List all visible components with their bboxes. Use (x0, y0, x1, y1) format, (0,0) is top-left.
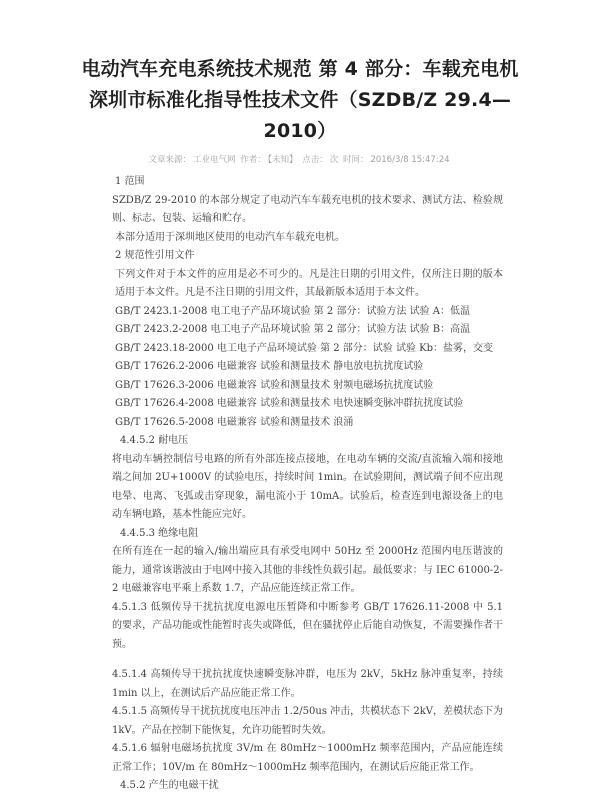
meta-time-label: 时间： (342, 155, 369, 165)
article-paragraph: 4.4.5.2 耐电压 (120, 435, 189, 446)
meta-author-value: 【未知】 (267, 155, 298, 165)
meta-author-label: 作者： (240, 155, 266, 165)
article-paragraph: GB/T 17626.5-2008 电磁兼容 试验和测量技术 浪涌 (115, 416, 354, 428)
paragraph-spacer (103, 654, 503, 666)
article-paragraph: 2 规范性引用文件 (115, 250, 195, 261)
article-paragraph: GB/T 2423.18-2000 电工电子产品环境试验 第 2 部分：试验 试验 Kb：盐雾，交变 (115, 342, 494, 354)
meta-time-value: 2016/3/8 15:47:24 (370, 155, 450, 165)
article-paragraph: GB/T 17626.2-2006 电磁兼容 试验和测量技术 静电放电抗扰度试验 (115, 361, 424, 372)
article-paragraph: 4.5.1.3 低频传导干扰抗扰度电源电压暂降和中断参考 GB/T 17626.11-2008 中 5.1 的要求，产品功能或性能暂时丧失或降低，但在骚扰停止后能自动恢复，不需要操作者干预。 (112, 601, 503, 650)
article-paragraph: GB/T 2423.1-2008 电工电子产品环境试验 第 2 部分：试验方法 试验 A：低温 (115, 305, 471, 317)
article-paragraph: SZDB/Z 29-2010 的本部分规定了电动汽车车载充电机的技术要求、测试方法、检验规则、标志、包装、运输和贮存。 (112, 194, 503, 224)
article-paragraph: 4.5.2 产生的电磁干扰 (120, 780, 219, 791)
article-paragraph: GB/T 17626.3-2006 电磁兼容 试验和测量技术 射频电磁场抗扰度试验 (115, 379, 434, 391)
article-paragraph: GB/T 2423.2-2008 电工电子产品环境试验 第 2 部分：试验方法 试验 B：高温 (115, 324, 471, 335)
article-paragraph: 将电动车辆控制信号电路的所有外部连接点接地，在电动车辆的交流/直流输入端和接地端之间加 2U+1000V 的试验电压，持续时间 1min。在试验期间，测试端子间不应出现电晕、电离、飞弧或击穿现象，漏电流小于 10mA。试验后，检查连到电源设备上的电动车辆电路，基本性能应完好。 (112, 453, 503, 520)
article-paragraph: 4.5.1.4 高频传导干扰抗扰度快速瞬变脉冲群，电压为 2kV，5kHz 脉冲重复率，持续 1min 以上，在测试后产品应能正常工作。 (112, 669, 503, 699)
meta-hits-value: 次 (329, 155, 339, 165)
article-paragraph: 下列文件对于本文件的应用是必不可少的。凡是注日期的引用文件，仅所注日期的版本适用于本文件。凡是不注日期的引用文件，其最新版本适用于本文件。 (115, 268, 503, 298)
article-body (103, 173, 503, 796)
meta-source-label: 文章来源： (148, 155, 191, 165)
article-paragraph: 本部分适用于深圳地区使用的电动汽车车载充电机。 (115, 231, 345, 243)
article-title: 电动汽车充电系统技术规范 第 4 部分：车载充电机 深圳市标准化指导性技术文件（SZDB/Z 29.4—2010） (81, 58, 519, 142)
article-paragraph: GB/T 17626.4-2008 电磁兼容 试验和测量技术 电快速瞬变脉冲群抗扰度试验 (115, 398, 464, 409)
meta-source-value: 工业电气网 (193, 155, 236, 165)
article-paragraph: 1 范围 (115, 176, 145, 187)
article-paragraph: 4.5.1.6 辐射电磁场抗扰度 3V/m 在 80mHz～1000mHz 频率范围内，产品应能连续正常工作；10V/m 在 80mHz～1000mHz 频率范围内，在测试后应能正常工作。 (112, 743, 503, 773)
meta-hits-label: 点击： (302, 155, 328, 165)
article-meta (40, 153, 560, 165)
article-paragraph: 4.5.1.5 高频传导干扰抗扰度电压冲击 1.2/50us 冲击，共模状态下 2kV，差模状态下为 1kV。产品在控制下能恢复，允许功能暂时失效。 (112, 706, 503, 736)
article-paragraph: 在所有连在一起的输入/输出端应具有承受电网中 50Hz 至 2000Hz 范围内电压谐波的能力，通常该谐波由于电网中接入其他的非线性负载引起。最低要求：与 IEC 61000-2-2 电磁兼容电平乘上系数 1.7，产品应能连续正常工作。 (112, 546, 503, 594)
article-paragraph: 4.4.5.3 绝缘电阻 (120, 527, 199, 539)
